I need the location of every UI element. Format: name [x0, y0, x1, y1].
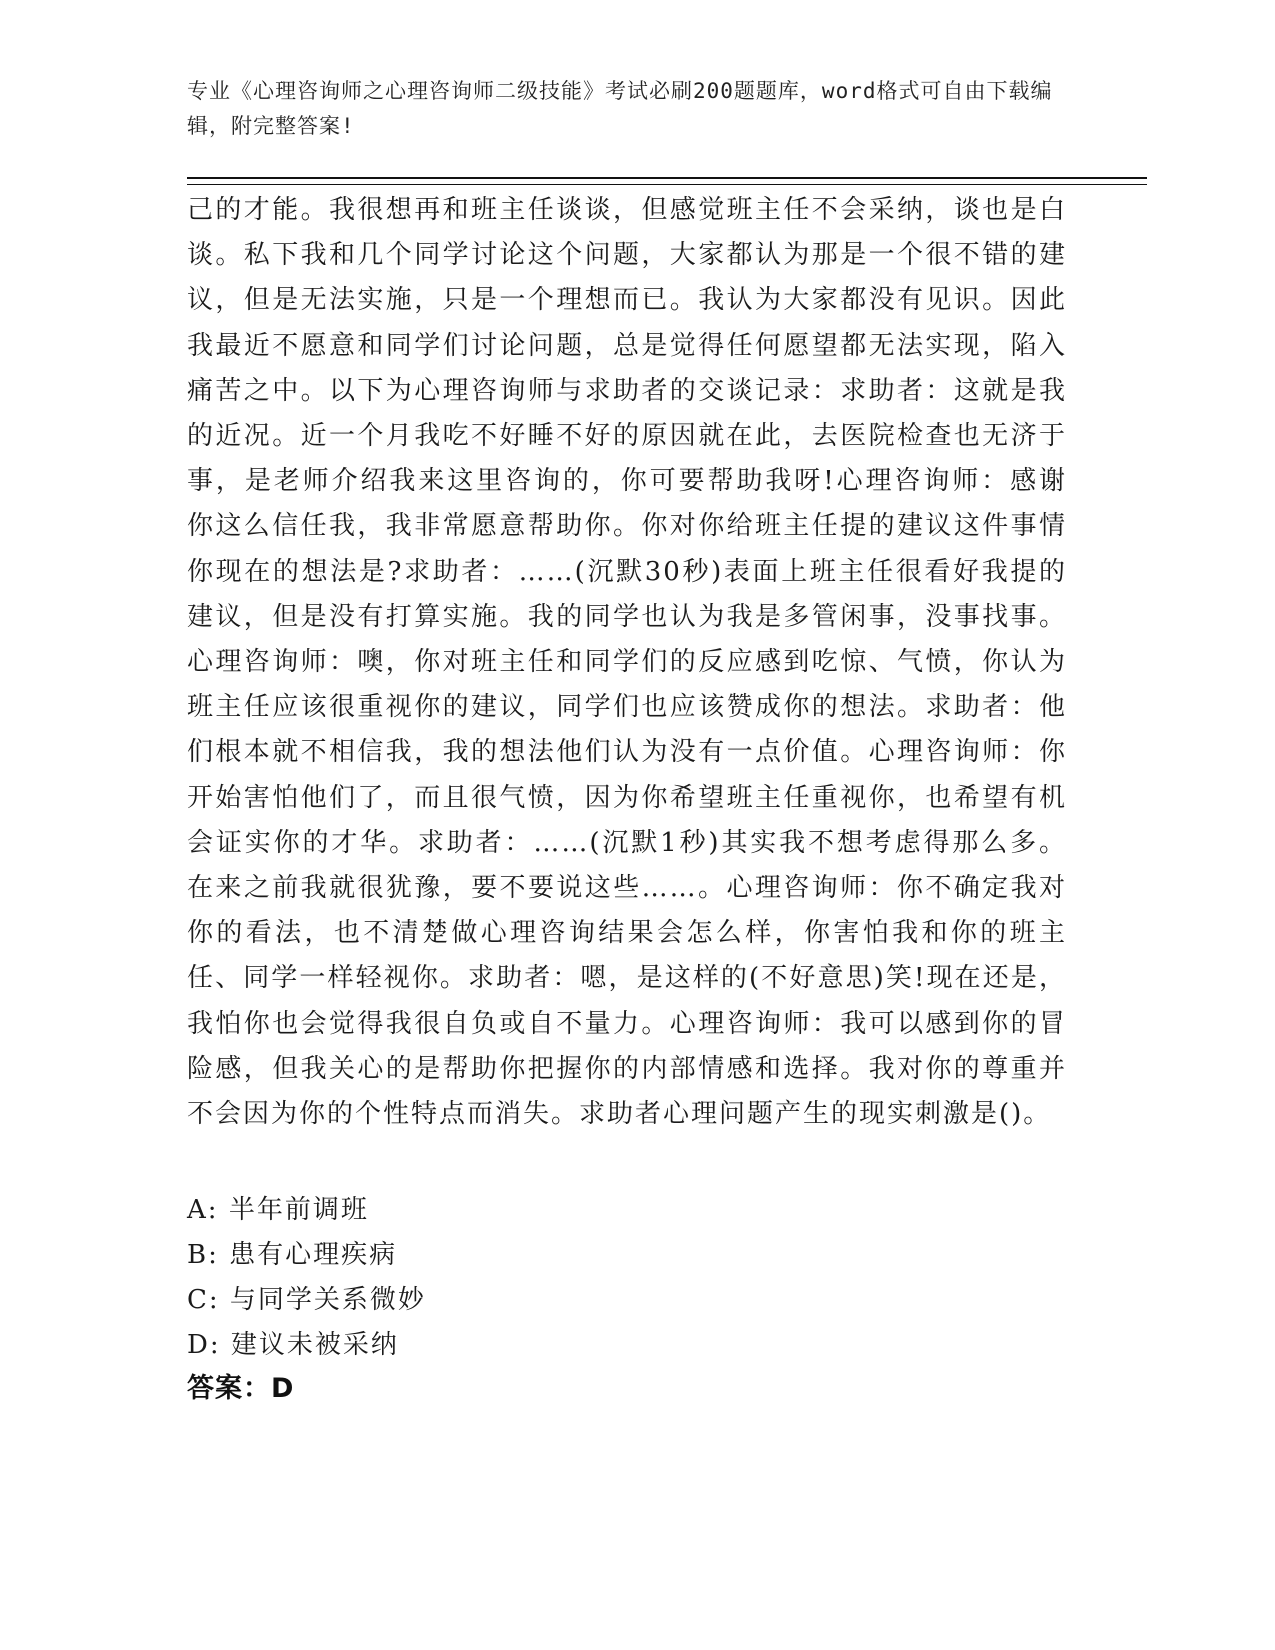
option-text: 与同学关系微妙: [229, 1285, 426, 1315]
header-divider: [187, 177, 1147, 185]
option-c: [187, 1278, 1067, 1323]
option-label: D:: [187, 1330, 221, 1360]
option-d: [187, 1323, 1067, 1368]
option-label: B:: [187, 1240, 219, 1270]
document-header: [187, 74, 1067, 144]
option-label: A:: [187, 1195, 219, 1225]
header-text: 专业《心理咨询师之心理咨询师二级技能》考试必刷200题题库，word格式可自由下载编辑，附完整答案!: [187, 79, 1053, 138]
option-text: 半年前调班: [228, 1195, 369, 1225]
option-a: [187, 1188, 1067, 1233]
option-text: 患有心理疾病: [229, 1240, 398, 1270]
option-label: C:: [187, 1285, 220, 1315]
answer-value: D: [271, 1373, 295, 1404]
option-text: 建议未被采纳: [230, 1330, 399, 1360]
answer-options: [187, 1188, 1067, 1368]
question-passage: 己的才能。我很想再和班主任谈谈，但感觉班主任不会采纳，谈也是白谈。私下我和几个同学讨论这个问题，大家都认为那是一个很不错的建议，但是无法实施，只是一个理想而已。我认为大家都没有见识。因此我最近不愿意和同学们讨论问题，总是觉得任何愿望都无法实现，陷入痛苦之中。以下为心理咨询师与求助者的交谈记录：求助者：这就是我的近况。近一个月我吃不好睡不好的原因就在此，去医院检查也无济于事，是老师介绍我来这里咨询的，你可要帮助我呀!心理咨询师：感谢你这么信任我，我非常愿意帮助你。你对你给班主任提的建议这件事情你现在的想法是?求助者：……(沉默30秒)表面上班主任很看好我提的建议，但是没有打算实施。我的同学也认为我是多管闲事，没事找事。心理咨询师：噢，你对班主任和同学们的反应感到吃惊、气愤，你认为班主任应该很重视你的建议，同学们也应该赞成你的想法。求助者：他们根本就不相信我，我的想法他们认为没有一点价值。心理咨询师：你开始害怕他们了，而且很气愤，因为你希望班主任重视你，也希望有机会证实你的才华。求助者：……(沉默1秒)其实我不想考虑得那么多。在来之前我就很犹豫，要不要说这些……。心理咨询师：你不确定我对你的看法，也不清楚做心理咨询结果会怎么样，你害怕我和你的班主任、同学一样轻视你。求助者：嗯，是这样的(不好意思)笑!现在还是，我怕你也会觉得我很自负或自不量力。心理咨询师：我可以感到你的冒险感，但我关心的是帮助你把握你的内部情感和选择。我对你的尊重并不会因为你的个性特点而消失。求助者心理问题产生的现实刺激是()。: [187, 195, 1067, 1130]
answer-label: 答案：: [187, 1373, 271, 1404]
option-b: [187, 1233, 1067, 1278]
answer-line: [187, 1366, 294, 1411]
